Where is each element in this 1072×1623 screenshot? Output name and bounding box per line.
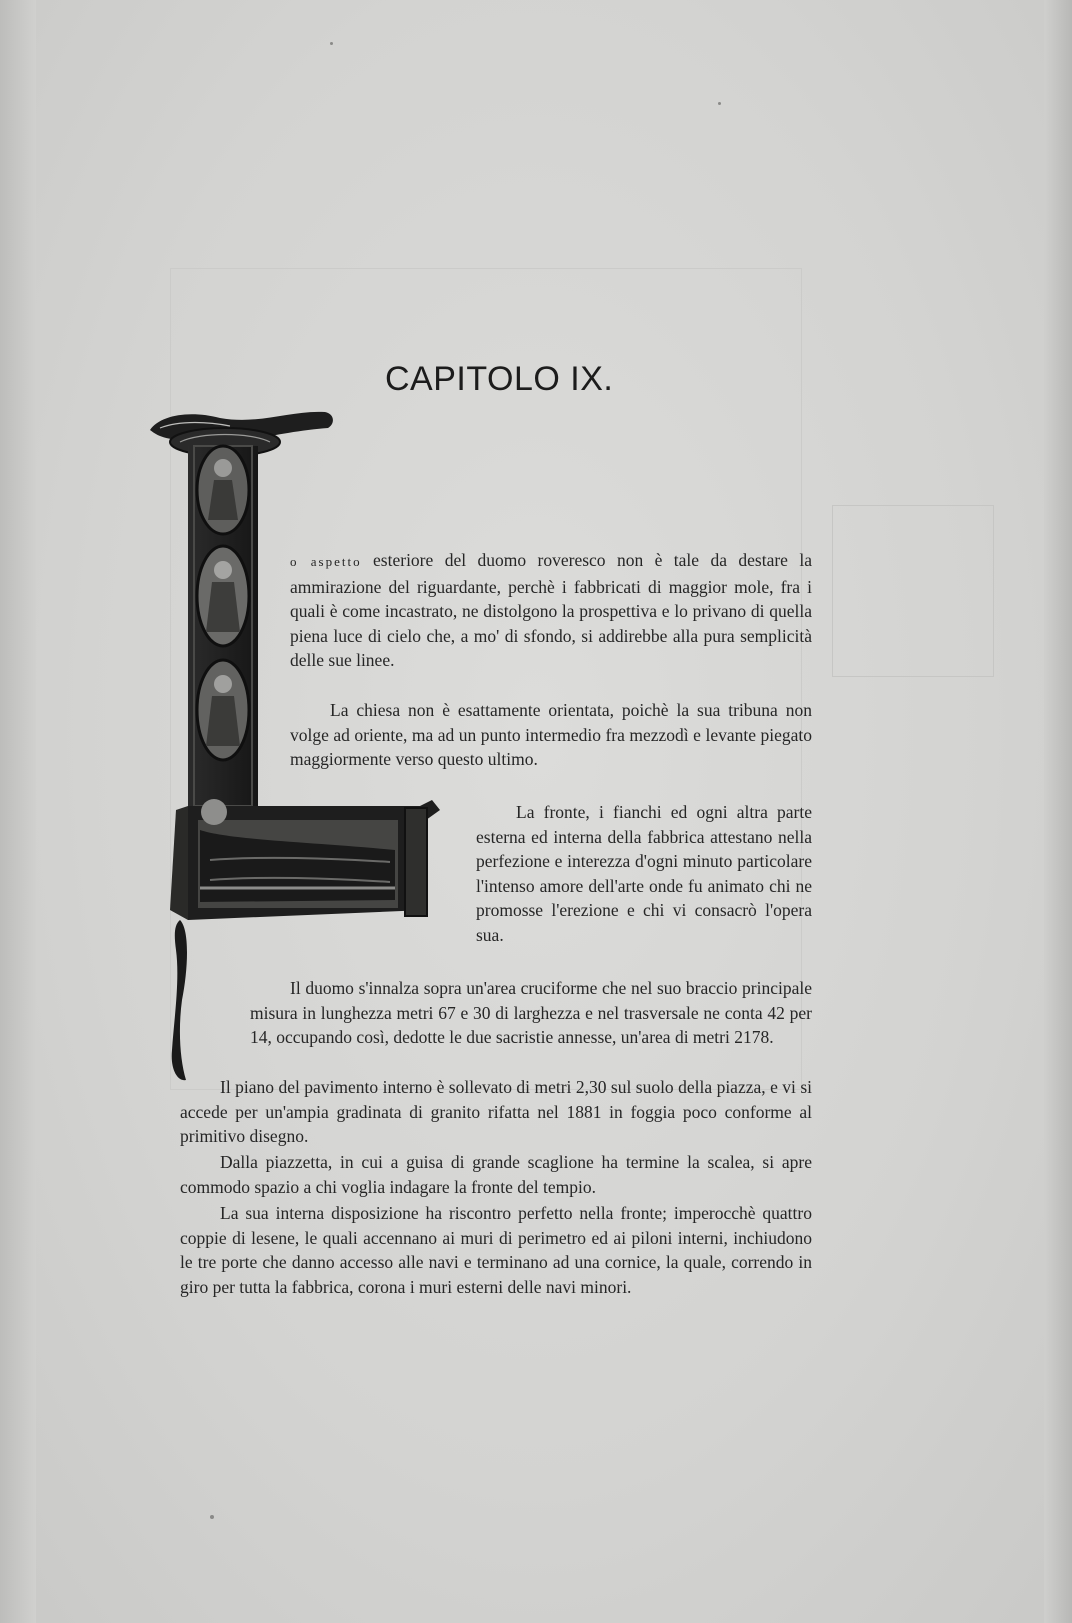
paper-speck bbox=[330, 42, 333, 45]
paper-speck bbox=[718, 102, 721, 105]
page-edge-right bbox=[1044, 0, 1072, 1623]
paper-speck bbox=[210, 1515, 214, 1519]
medallion-figure-1 bbox=[197, 446, 249, 534]
paragraph-3: La fronte, i fianchi ed ogni altra parte esterna ed interna della fabbrica attestano nella perfezione e interezza d'ogni minuto particolare l'intenso amore dell'arte onde fu animato chi ne promosse l'erezione e chi vi consacrò l'opera sua. bbox=[476, 802, 812, 945]
paragraph-4: Il duomo s'innalza sopra un'area cruciforme che nel suo braccio principale misura in lunghezza metri 67 e 30 di larghezza e nel trasversale ne conta 42 per 14, occupando così, dedotte le due sacristie annesse, un'area di metri 2178. bbox=[250, 978, 812, 1047]
page-edge-left bbox=[0, 0, 36, 1623]
paragraph-1-text: esteriore del duomo roveresco non è tale da destare la ammirazione del riguardante, perchè i fabbricati di maggior mole, fra i quali è come incastrato, ne distolgono la prospettiva e lo privano di quella piena luce di cielo che, a mo' di sfondo, si addirebbe alla pura semplicità delle sue linee. bbox=[290, 550, 812, 670]
paragraph-6: Dalla piazzetta, in cui a guisa di grande scaglione ha termine la scalea, si apre commodo spazio a chi voglia indagare la fronte del tempio. bbox=[180, 1152, 812, 1197]
medallion-figure-2 bbox=[197, 546, 249, 646]
paragraph-5: Il piano del pavimento interno è sollevato di metri 2,30 sul suolo della piazza, e vi si accede per un'ampia gradinata di granito rifatta nel 1881 in foggia poco conforme al primitivo disegno. bbox=[180, 1077, 812, 1146]
bleed-through-label bbox=[832, 505, 994, 677]
paragraph-1 bbox=[290, 548, 812, 673]
paragraph-7: La sua interna disposizione ha riscontro perfetto nella fronte; imperocchè quattro coppie di lesene, le quali accennano ai muri di perimetro ed ai piloni interni, inchiudono le tre porte che danno accesso alle navi e terminano ad una cornice, la quale, correndo in giro per tutta la fabbrica, corona i muri esterni delle navi minori. bbox=[180, 1203, 812, 1297]
chapter-title: CAPITOLO IX. bbox=[385, 360, 614, 398]
paragraph-1-lead: o aspetto bbox=[290, 554, 362, 569]
paragraph-2: La chiesa non è esattamente orientata, poichè la sua tribuna non volge ad oriente, ma ad un punto intermedio fra mezzodì e levante piegato maggiormente verso questo ultimo. bbox=[290, 700, 812, 769]
medallion-figure-3 bbox=[197, 660, 249, 760]
